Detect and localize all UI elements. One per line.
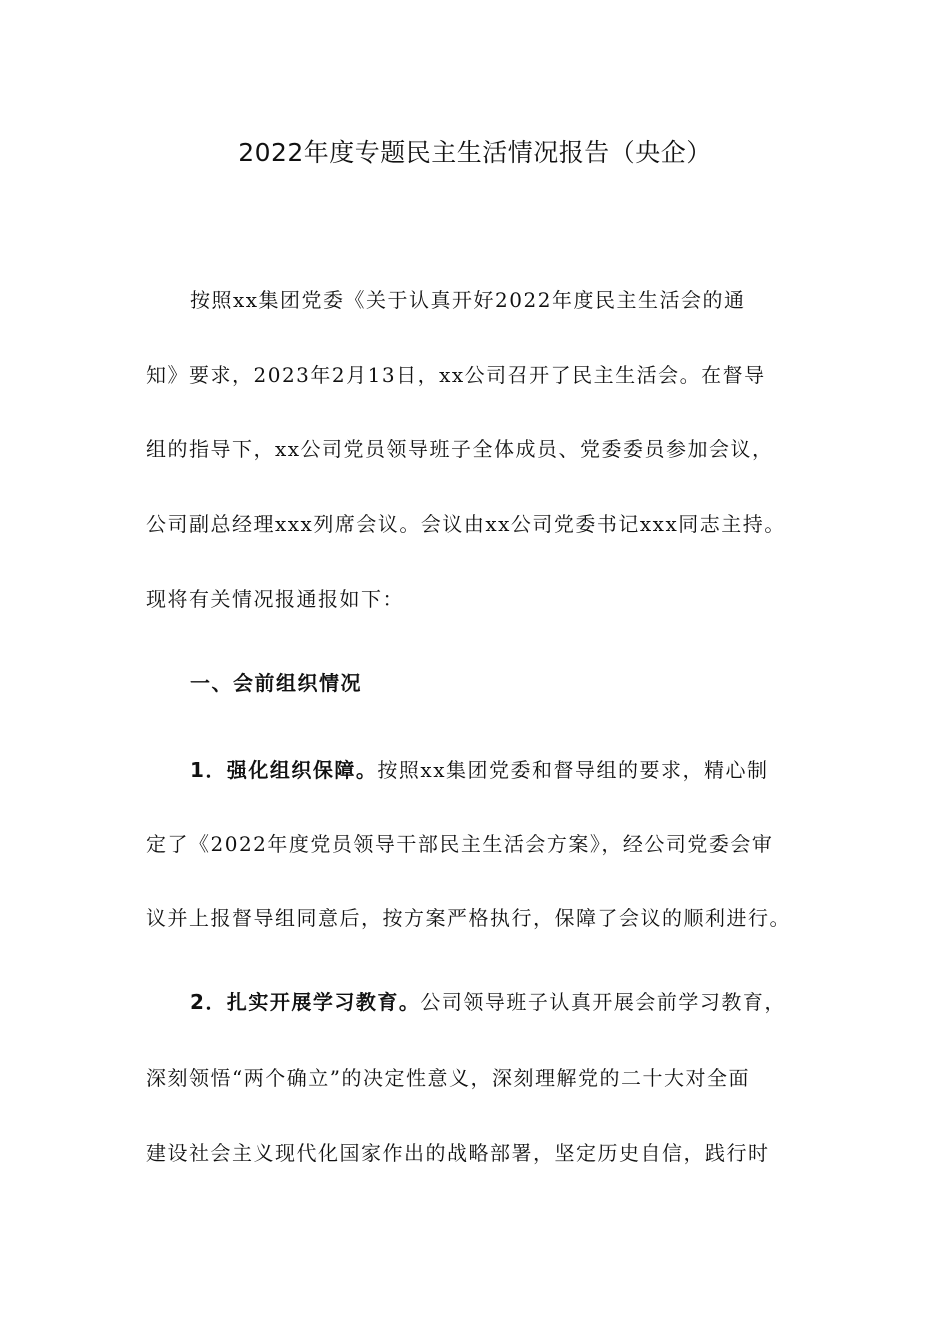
item-2-first-line [190,987,786,1017]
item-1-lead: 1．强化组织保障。 [190,758,378,782]
document-title: 2022年度专题民主生活情况报告（央企） [238,138,712,167]
item-1-line-3: 议并上报督导组同意后，按方案严格执行，保障了会议的顺利进行。 [146,906,791,930]
item-2-first-line-text: 公司领导班子认真开展会前学习教育， [420,990,786,1014]
item-2-lead: 2．扎实开展学习教育。 [190,990,421,1014]
intro-line-3: 组的指导下，xx公司党员领导班子全体成员、党委委员参加会议， [146,437,774,461]
item-1-line-2: 定了《2022年度党员领导干部民主生活会方案》，经公司党委会审 [146,832,774,856]
item-2-line-3: 建设社会主义现代化国家作出的战略部署，坚定历史自信，践行时 [146,1141,770,1165]
item-1-first-line-text: 按照xx集团党委和督导组的要求，精心制 [377,758,769,782]
intro-line-4: 公司副总经理xxx列席会议。会议由xx公司党委书记xxx同志主持。 [146,512,786,536]
item-1-first-line [190,755,768,785]
intro-line-5: 现将有关情况报通报如下： [146,587,404,611]
item-2-line-2: 深刻领悟“两个确立”的决定性意义，深刻理解党的二十大对全面 [146,1066,750,1090]
section-1-heading: 一、会前组织情况 [190,671,362,695]
intro-line-1: 按照xx集团党委《关于认真开好2022年度民主生活会的通 [190,288,746,312]
intro-line-2: 知》要求，2023年2月13日，xx公司召开了民主生活会。在督导 [146,363,766,387]
